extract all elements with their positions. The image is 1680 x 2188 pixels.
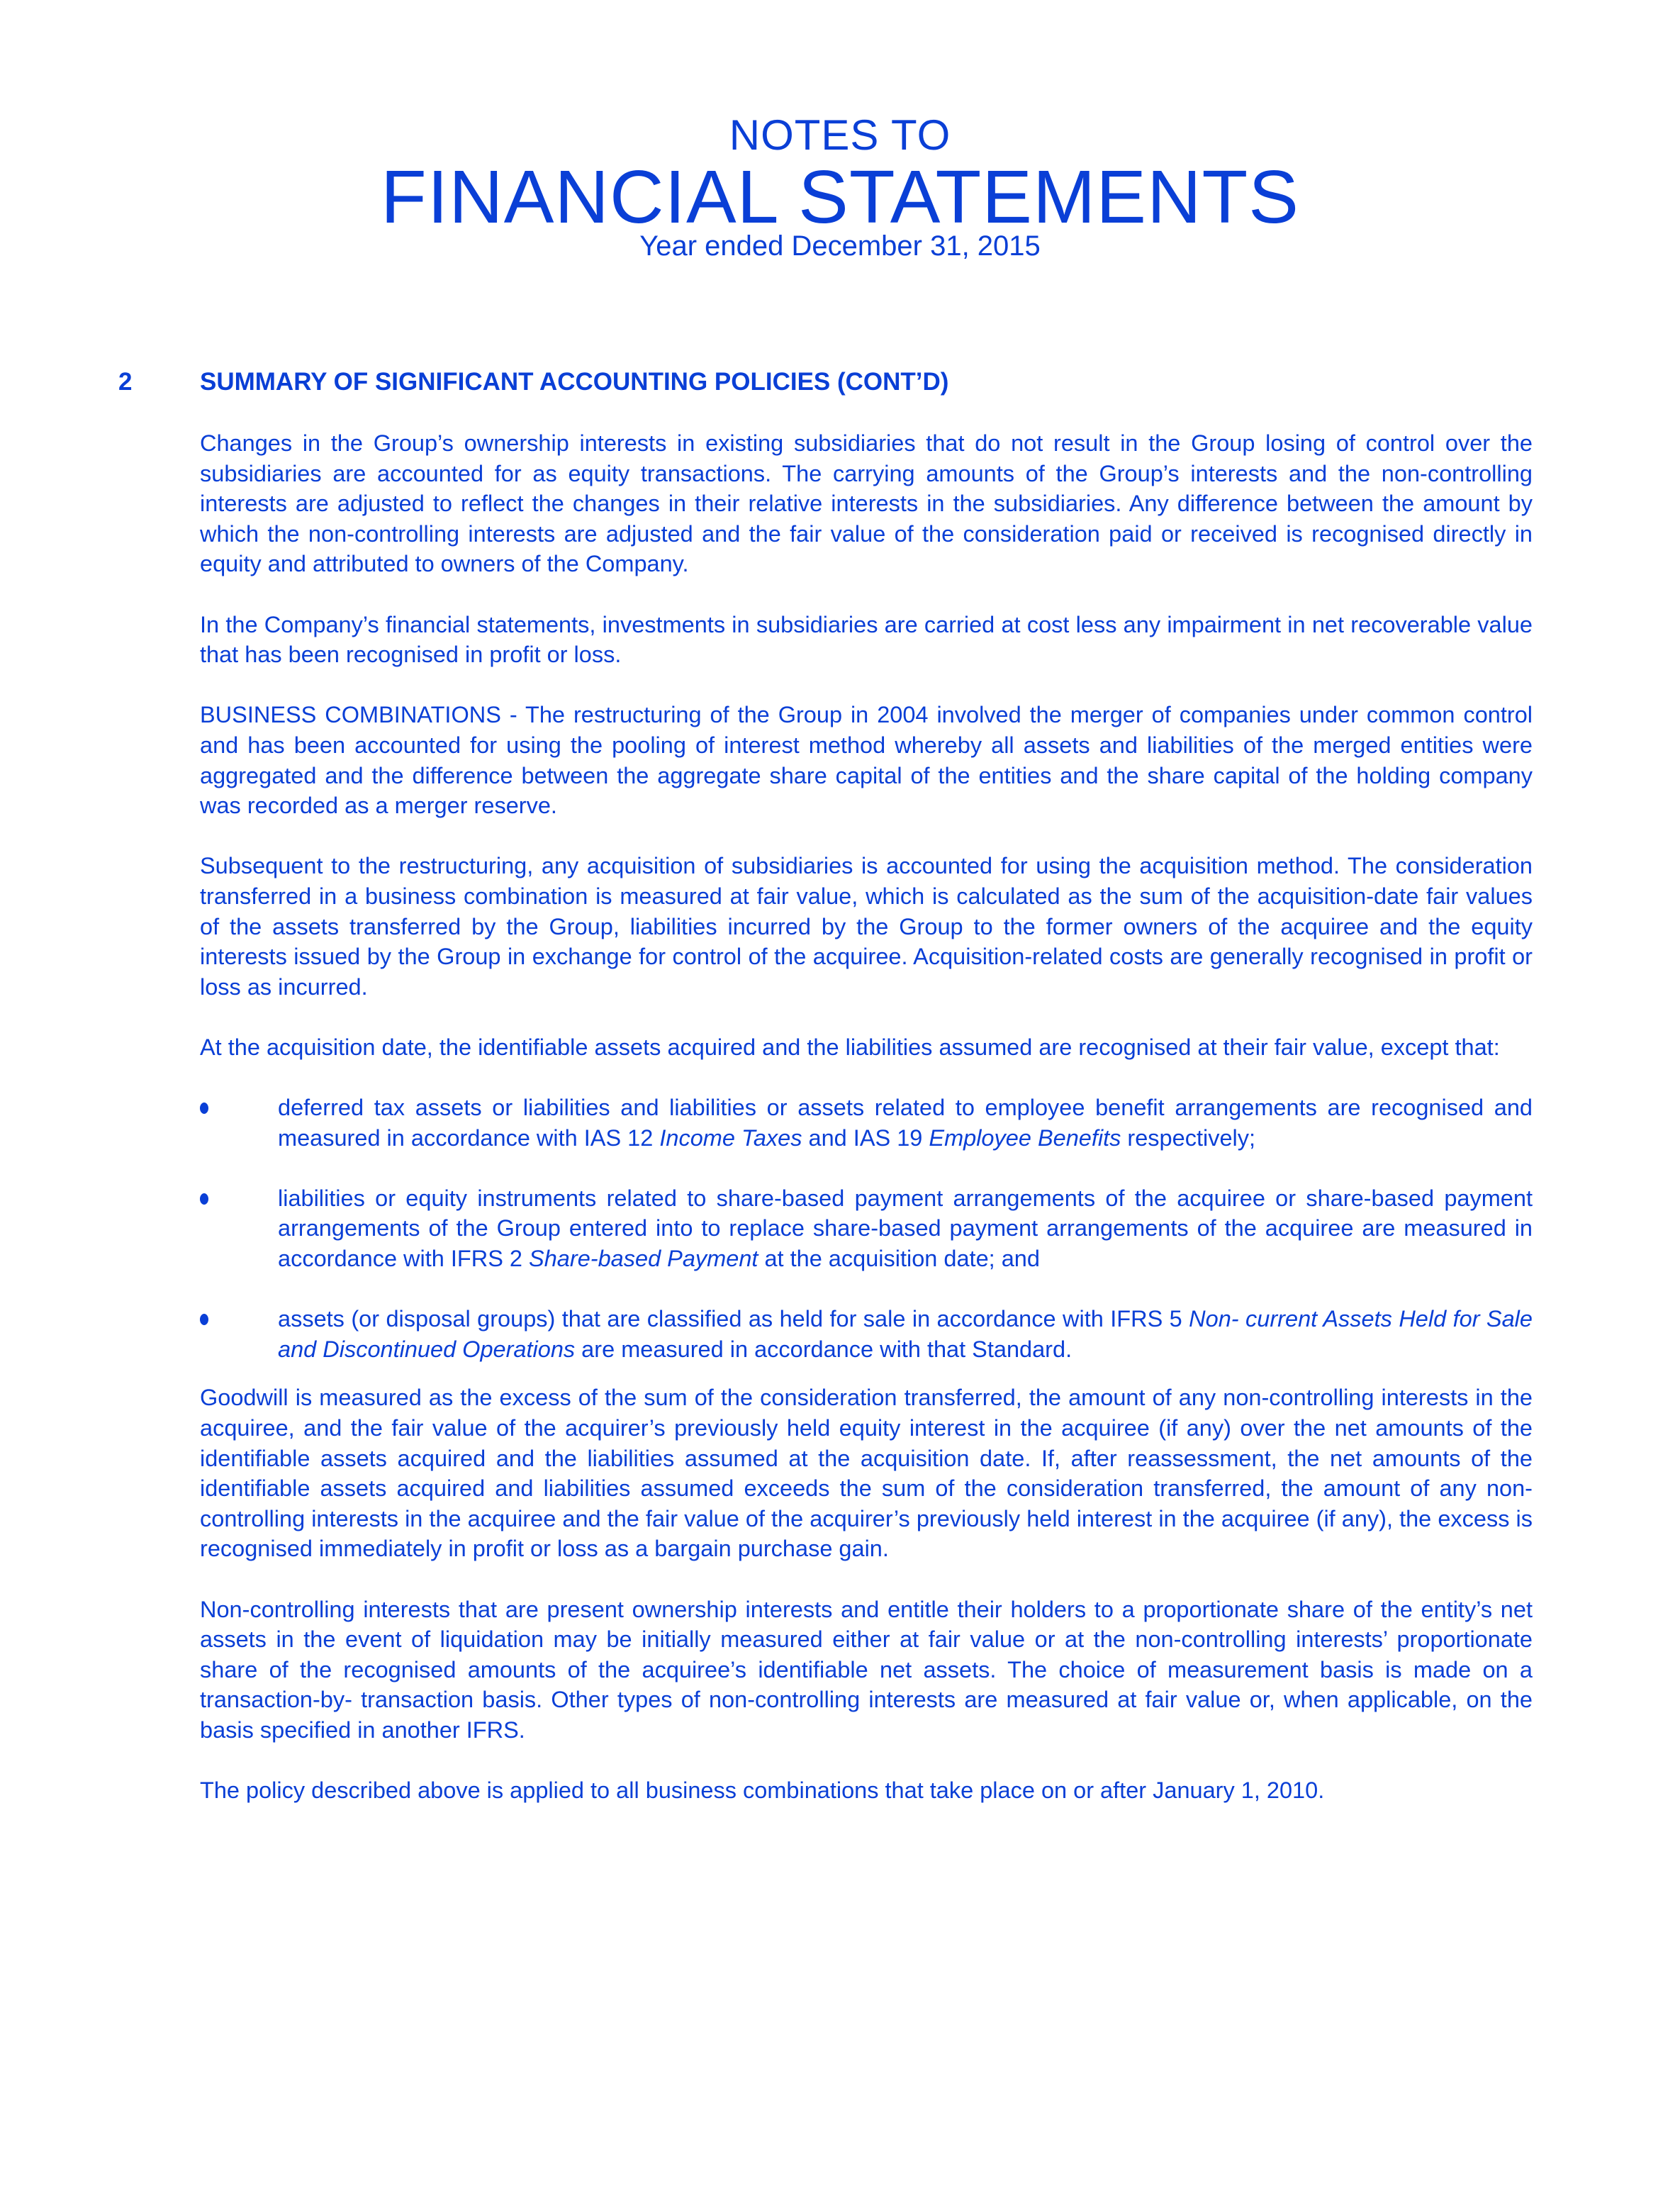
page-subtitle-year: Year ended December 31, 2015 (639, 230, 1041, 262)
paragraph-acquisition-date: At the acquisition date, the identifiable assets acquired and the liabilities assumed are recognised at their fair value, except that: (200, 1034, 1500, 1060)
paragraph-policy-applicability: The policy described above is applied to all business combinations that take place on or after January 1, 2010. (200, 1777, 1325, 1804)
bullet-icon (200, 1314, 208, 1325)
standard-title: Employee Benefits (929, 1124, 1121, 1151)
bullet-text: liabilities or equity instruments related to share-based payment arrangements of the acquiree or share-based payment arrangements of the Group entered into to replace share-based payment arrangements of the acquiree are measured in accordance with IFRS 2 (278, 1185, 1533, 1272)
document-body (200, 428, 1533, 1836)
list-item (200, 1093, 1533, 1153)
bullet-icon (200, 1193, 208, 1205)
bullet-text: respectively; (1121, 1124, 1256, 1151)
bullet-text: and IAS 19 (802, 1124, 929, 1151)
bullet-text: are measured in accordance with that Standard. (575, 1336, 1073, 1362)
bullet-text: deferred tax assets or liabilities and liabilities or assets related to employee benefit arrangements are recognised and measured in accordance with IAS 12 (278, 1095, 1533, 1151)
section-number: 2 (118, 368, 133, 396)
standard-title: Non- current Assets Held for Sale and Discontinued Operations (278, 1306, 1533, 1362)
paragraph-non-controlling-interests: Non-controlling interests that are present ownership interests and entitle their holders to a proportionate share of the entity’s net assets in the event of liquidation may be initially measured either at fair value or at the non-controlling interests’ proportionate share of the recognised amounts of the acquiree’s identifiable net assets. The choice of measurement basis is made on a transaction-by- transaction basis. Other types of non-controlling interests are measured at fair value or, when applicable, on the basis specified in another IFRS. (200, 1596, 1533, 1743)
section-title: SUMMARY OF SIGNIFICANT ACCOUNTING POLICIES (CONT’D) (200, 368, 949, 396)
exceptions-list (200, 1093, 1533, 1364)
standard-title: Income Taxes (659, 1124, 802, 1151)
paragraph-business-combinations: BUSINESS COMBINATIONS - The restructuring of the Group in 2004 involved the merger of companies under common control and has been accounted for using the pooling of interest method whereby all assets and liabilities of the merged entities were aggregated and the difference between the aggregate share capital of the entities and the share capital of the holding company was recorded as a merger reserve. (200, 702, 1533, 819)
bullet-icon (200, 1103, 208, 1114)
bullet-text: assets (or disposal groups) that are classified as held for sale in accordance with IFRS 5 (278, 1306, 1189, 1332)
paragraph-acquisition-method: Subsequent to the restructuring, any acquisition of subsidiaries is accounted for using the acquisition method. The consideration transferred in a business combination is measured at fair value, which is calculated as the sum of the acquisition-date fair values of the assets transferred by the Group, liabilities incurred by the Group to the former owners of the acquiree and the equity interests issued by the Group in exchange for control of the acquiree. Acquisition-related costs are generally recognised in profit or loss as incurred. (200, 853, 1533, 1000)
bullet-text: at the acquisition date; and (758, 1246, 1040, 1272)
page-title: FINANCIAL STATEMENTS (380, 155, 1300, 239)
list-item (200, 1304, 1533, 1364)
header-notes-to: NOTES TO (729, 111, 951, 159)
paragraph-company-investments: In the Company’s financial statements, investments in subsidiaries are carried at cost less any impairment in net recoverable value that has been recognised in profit or loss. (200, 611, 1533, 668)
list-item (200, 1183, 1533, 1274)
paragraph-goodwill: Goodwill is measured as the excess of the sum of the consideration transferred, the amount of any non-controlling interests in the acquiree, and the fair value of the acquirer’s previously held equity interest in the acquiree (if any) over the net amounts of the identifiable assets acquired and the liabilities assumed at the acquisition date. If, after reassessment, the net amounts of the identifiable assets acquired and liabilities assumed exceeds the sum of the consideration transferred, the amount of any non-controlling interests in the acquiree and the fair value of the acquirer’s previously held interest in the acquiree (if any), the excess is recognised immediately in profit or loss as a bargain purchase gain. (200, 1385, 1533, 1562)
paragraph-ownership-changes: Changes in the Group’s ownership interests in existing subsidiaries that do not result in the Group losing of control over the subsidiaries are accounted for as equity transactions. The carrying amounts of the Group’s interests and the non-controlling interests are adjusted to reflect the changes in their relative interests in the subsidiaries. Any difference between the amount by which the non-controlling interests are adjusted and the fair value of the consideration paid or received is recognised directly in equity and attributed to owners of the Company. (200, 430, 1533, 577)
standard-title: Share-based Payment (529, 1246, 758, 1272)
